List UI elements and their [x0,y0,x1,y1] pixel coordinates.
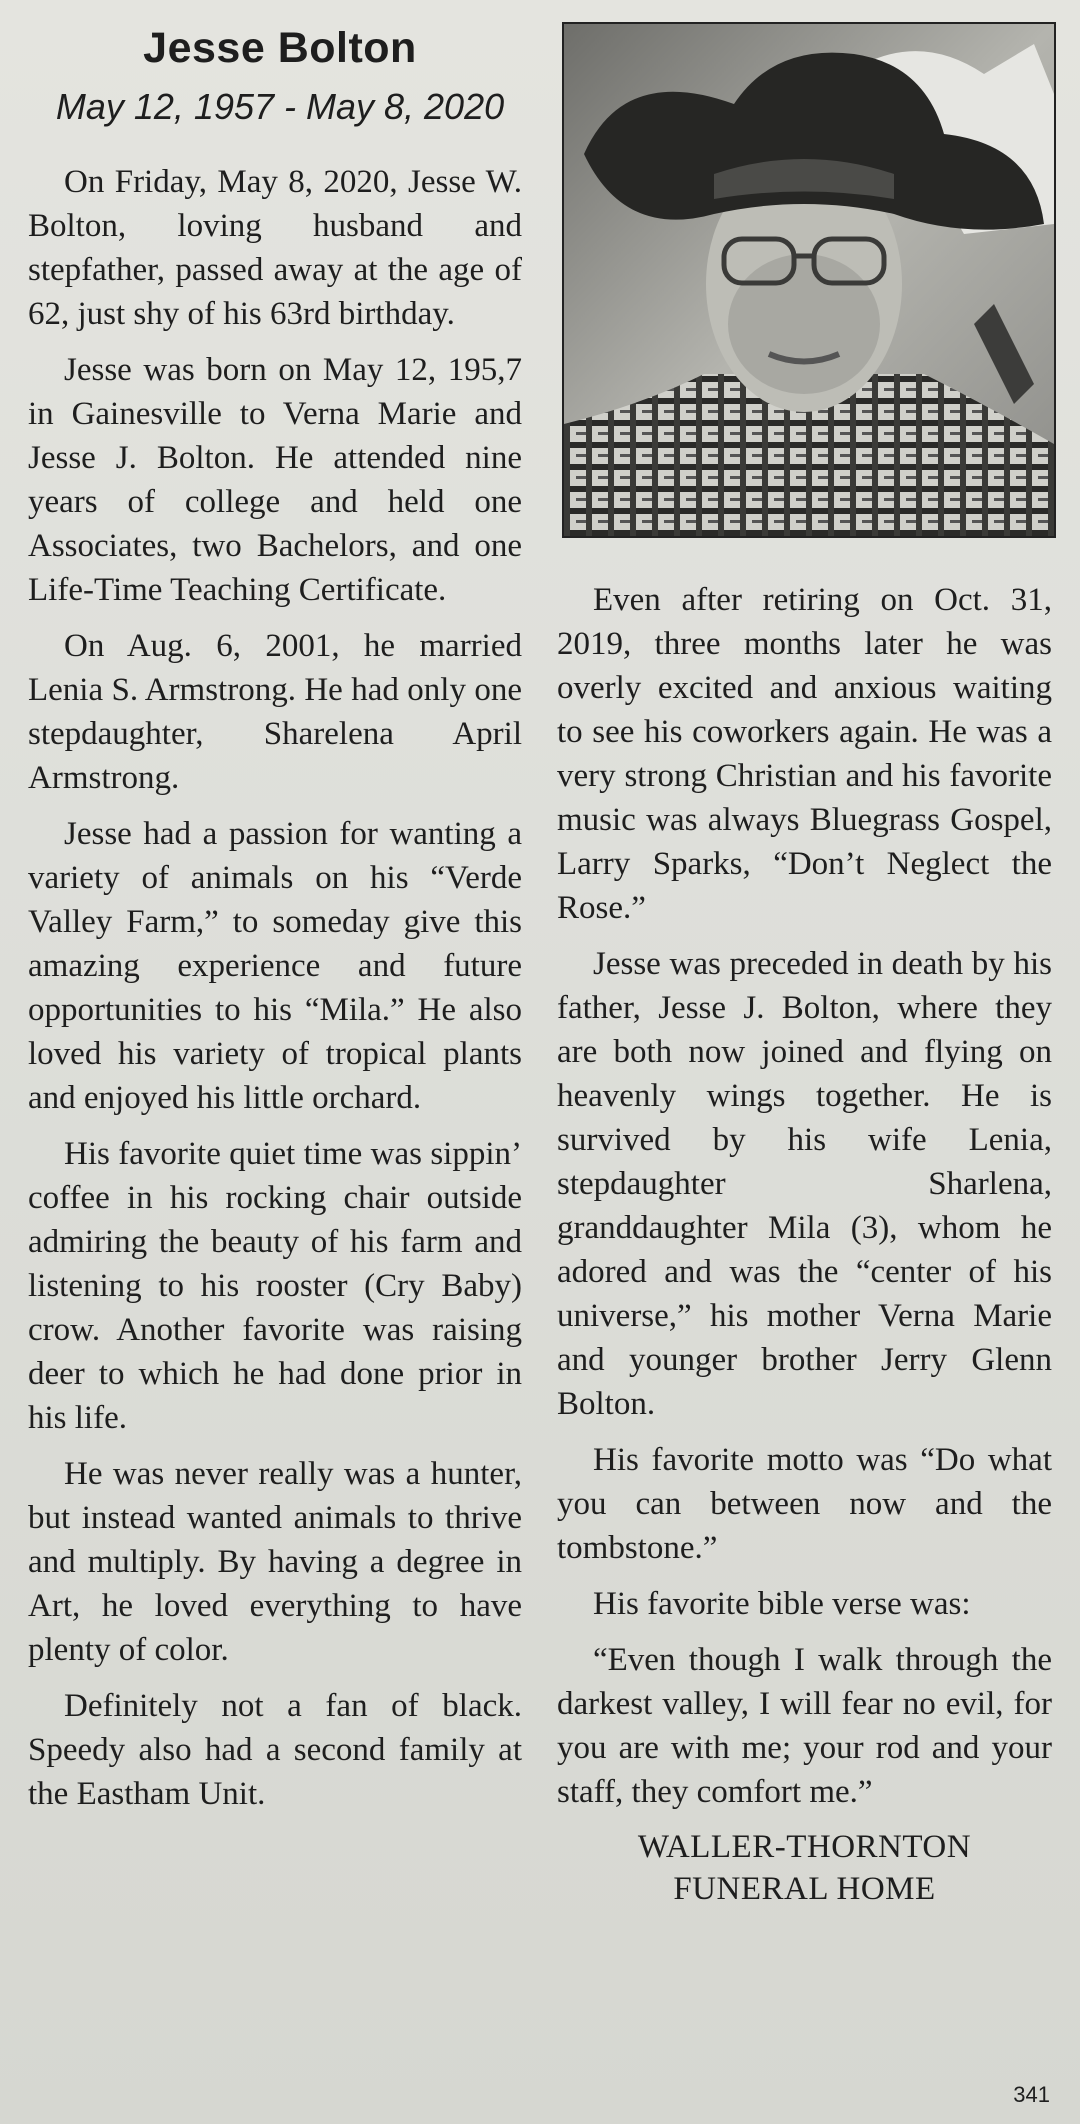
paragraph-bible-verse: “Even though I walk through the darkest valley, I will fear no evil, for you are with me; your rod and your staff, they comfort me.” [557,1642,1052,1810]
left-column [28,160,522,1828]
paragraph-survivors: Jesse was preceded in death by his father, Jesse J. Bolton, where they are both now joined and flying on heavenly wings together. He is survived by his wife Lenia, stepdaughter Sharlena, granddaughter Mila (3), whom he adored and was the “center of his universe,” his mother Verna Marie and younger brother Jerry Glenn Bolton. [557,946,1052,1422]
page-number: 341 [1013,2082,1050,2107]
paragraph-retirement: Even after retiring on Oct. 31, 2019, three months later he was overly excited and anxious waiting to see his coworkers again. He was a very strong Christian and his favorite music was always Bluegrass Gospel, Larry Sparks, “Don’t Neglect the Rose.” [557,582,1052,926]
life-dates: May 12, 1957 - May 8, 2020 [55,86,505,127]
obituary-header [20,14,540,130]
portrait-photo-icon [562,22,1056,538]
paragraph-bible-intro: His favorite bible verse was: [593,1586,971,1622]
paragraph-farm: Jesse had a passion for wanting a variety of animals on his “Verde Valley Farm,” to someday give this amazing experience and future opportunities to his “Mila.” He also loved his variety of tropical plants and enjoyed his little orchard. [28,816,522,1116]
funeral-home-credit [557,1826,1052,1910]
paragraph-death-notice: On Friday, May 8, 2020, Jesse W. Bolton, loving husband and stepfather, passed away at the age of 62, just shy of his 63rd birthday. [28,164,522,332]
deceased-name: Jesse Bolton [143,24,417,72]
paragraph-second-family: Definitely not a fan of black. Speedy also had a second family at the Eastham Unit. [28,1688,522,1812]
paragraph-motto: His favorite motto was “Do what you can between now and the tombstone.” [557,1442,1052,1566]
paragraph-marriage: On Aug. 6, 2001, he married Lenia S. Armstrong. He had only one stepdaughter, Sharelena April Armstrong. [28,628,522,796]
funeral-home-line2: FUNERAL HOME [673,1871,936,1907]
paragraph-quiet-time: His favorite quiet time was sippin’ coffee in his rocking chair outside admiring the beauty of his farm and listening to his rooster (Cry Baby) crow. Another favorite was raising deer to which he had done prior in his life. [28,1136,522,1436]
paragraph-hunter-art: He was never really was a hunter, but instead wanted animals to thrive and multiply. By having a degree in Art, he loved everything to have plenty of color. [28,1456,522,1668]
portrait-photo-graphic [564,24,1054,536]
funeral-home-line1: WALLER-THORNTON [637,1829,972,1865]
paragraph-birth-education: Jesse was born on May 12, 195,7 in Gainesville to Verna Marie and Jesse J. Bolton. He attended nine years of college and held one Associates, two Bachelors, and one Life-Time Teaching Certificate. [28,352,522,608]
right-column [557,578,1052,1910]
